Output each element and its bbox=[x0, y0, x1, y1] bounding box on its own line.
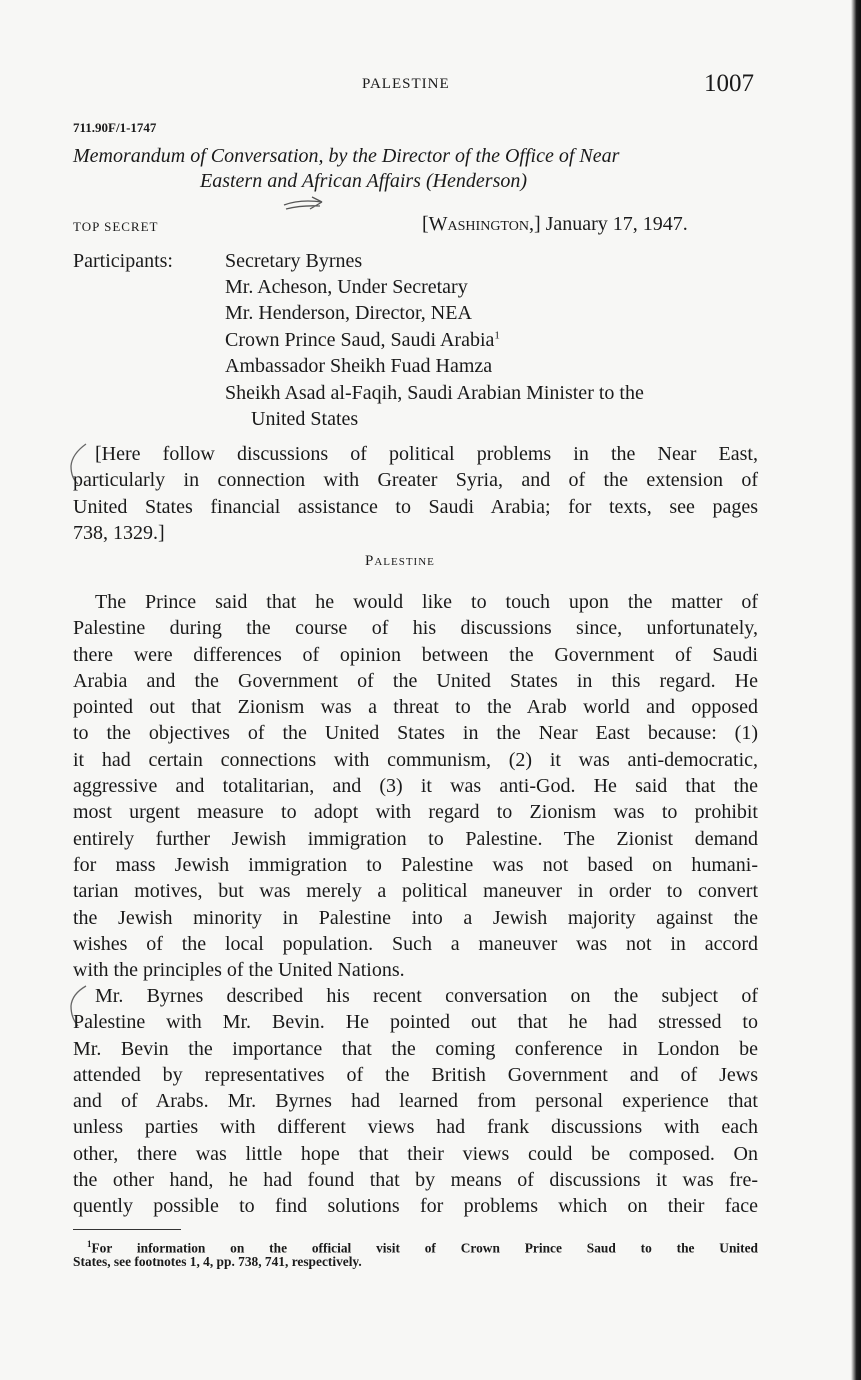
participant: Secretary Byrnes bbox=[225, 250, 363, 272]
text-line: quently possible to find solutions for problems which on their face bbox=[73, 1195, 758, 1218]
text-line: United States financial assistance to Saudi Arabia; for texts, see pages bbox=[73, 495, 758, 518]
running-title: PALESTINE bbox=[362, 76, 450, 92]
paragraph-1 bbox=[73, 615, 758, 983]
participant bbox=[225, 329, 500, 352]
footnote-marker: 1 bbox=[87, 1239, 92, 1249]
text-line: the Jewish minority in Palestine into a Jewish majority against the bbox=[73, 906, 758, 929]
text-line: Mr. Bevin the importance that the coming conference in London be bbox=[73, 1037, 758, 1060]
text-line: entirely further Jewish immigration to Palestine. The Zionist demand bbox=[73, 827, 758, 850]
footnote-line: States, see footnotes 1, 4, pp. 738, 741, respectively. bbox=[73, 1254, 362, 1269]
place: [Washington,] bbox=[422, 213, 541, 235]
editorial-note bbox=[73, 467, 758, 546]
participant-text: Crown Prince Saud, Saudi Arabia bbox=[225, 329, 495, 351]
participants-label: Participants: bbox=[73, 250, 173, 272]
page-number: 1007 bbox=[704, 70, 754, 97]
footnote-reference: 1 bbox=[494, 329, 500, 342]
text-line: [Here follow discussions of political problems in the Near East, bbox=[95, 443, 758, 465]
text-line: other, there was little hope that their views could be composed. On bbox=[73, 1142, 758, 1165]
text-line: wishes of the local population. Such a maneuver was not in accord bbox=[73, 932, 758, 955]
text-line: tarian motives, but was merely a political maneuver in order to convert bbox=[73, 880, 758, 903]
text-line: Mr. Byrnes described his recent conversation on the subject of bbox=[95, 985, 758, 1007]
text-line: pointed out that Zionism was a threat to the Arab world and opposed bbox=[73, 696, 758, 719]
text-line: 738, 1329.] bbox=[73, 521, 165, 544]
text-line: the other hand, he had found that by means of discussions it was fre- bbox=[73, 1169, 758, 1192]
text-line: Palestine with Mr. Bevin. He pointed out that he had stressed to bbox=[73, 1011, 758, 1034]
file-code: 711.90F/1-1747 bbox=[73, 120, 157, 135]
section-heading: Palestine bbox=[365, 553, 435, 569]
memo-title-line-2: Eastern and African Affairs (Henderson) bbox=[200, 170, 528, 192]
footnote bbox=[73, 1253, 758, 1270]
memo-title-line-1: Memorandum of Conversation, by the Director of the Office of Near bbox=[73, 145, 620, 167]
text-line: unless parties with different views had frank discussions with each bbox=[73, 1116, 758, 1139]
participant: Ambassador Sheikh Fuad Hamza bbox=[225, 355, 493, 377]
text-line: with the principles of the United Nations. bbox=[73, 959, 405, 982]
place-date bbox=[422, 213, 688, 236]
paragraph-1-first-line bbox=[73, 589, 758, 615]
text-line: Palestine during the course of his discussions since, unfortunately, bbox=[73, 617, 758, 640]
text-line: and of Arabs. Mr. Byrnes had learned from personal experience that bbox=[73, 1090, 758, 1113]
text-line: aggressive and totalitarian, and (3) it was anti-God. He said that the bbox=[73, 775, 758, 798]
text-line: to the objectives of the United States in the Near East because: (1) bbox=[73, 722, 758, 745]
text-line: Arabia and the Government of the United States in this regard. He bbox=[73, 669, 758, 692]
paragraph-2 bbox=[73, 1009, 758, 1219]
participant: United States bbox=[251, 408, 359, 430]
text-line: for mass Jewish immigration to Palestine was not based on humani- bbox=[73, 853, 758, 876]
participant: Mr. Acheson, Under Secretary bbox=[225, 276, 468, 298]
classification: TOP SECRET bbox=[73, 219, 159, 234]
text-line: attended by representatives of the British Government and of Jews bbox=[73, 1063, 758, 1086]
scan-edge bbox=[851, 0, 861, 1380]
editorial-note-line-1 bbox=[73, 441, 758, 467]
participant: Mr. Henderson, Director, NEA bbox=[225, 302, 472, 324]
date: January 17, 1947. bbox=[545, 213, 688, 235]
handwritten-arrow-mark bbox=[282, 193, 334, 215]
text-line: it had certain connections with communism, (2) it was anti-democratic, bbox=[73, 748, 758, 771]
text-line: The Prince said that he would like to touch upon the matter of bbox=[95, 591, 758, 613]
paragraph-2-first-line bbox=[73, 983, 758, 1009]
footnote-rule bbox=[73, 1229, 181, 1230]
text-line: particularly in connection with Greater Syria, and of the extension of bbox=[73, 469, 758, 492]
participant: Sheikh Asad al-Faqih, Saudi Arabian Minister to the bbox=[225, 382, 644, 404]
text-line: there were differences of opinion between the Government of Saudi bbox=[73, 643, 758, 666]
footnote-text: For information on the official visit of Crown Prince Saud to the United bbox=[91, 1240, 758, 1256]
text-line: most urgent measure to adopt with regard to Zionism was to prohibit bbox=[73, 801, 758, 824]
